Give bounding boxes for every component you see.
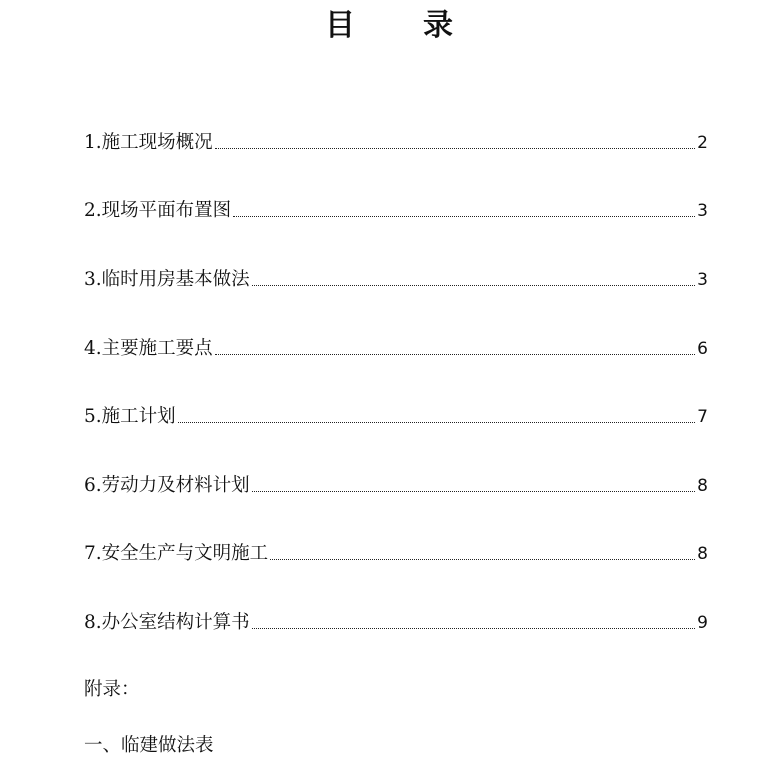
toc-entry[interactable]: [84, 195, 708, 223]
toc-entry-page: 3: [697, 201, 708, 221]
toc-dot-leader: [215, 147, 696, 149]
toc-entry-label: 4.主要施工要点: [84, 338, 213, 359]
toc-entry[interactable]: [84, 127, 708, 155]
toc-entry-page: 7: [697, 407, 708, 427]
toc-entry-label: 1.施工现场概况: [84, 132, 213, 153]
title-char-left: 目: [325, 8, 357, 43]
toc-entry-label: 6.劳动力及材料计划: [84, 475, 250, 496]
appendix-item: 一、临建做法表: [84, 735, 214, 756]
page-title: [0, 6, 780, 46]
toc-entry[interactable]: [84, 333, 708, 361]
toc-entry-page: 2: [697, 133, 708, 153]
toc-dot-leader: [252, 284, 696, 286]
toc-entry[interactable]: [84, 401, 708, 429]
toc-entry-label: 2.现场平面布置图: [84, 200, 232, 221]
appendix-heading: 附录：: [84, 679, 140, 700]
toc-dot-leader: [233, 215, 695, 217]
toc-entry-page: 8: [697, 476, 708, 496]
toc-entry-page: 6: [697, 339, 708, 359]
toc-entry[interactable]: [84, 264, 708, 292]
toc-entry-label: 8.办公室结构计算书: [84, 612, 250, 633]
toc-entry[interactable]: [84, 607, 708, 635]
toc-entry-page: 3: [697, 270, 708, 290]
toc-entry[interactable]: [84, 538, 708, 566]
toc-dot-leader: [270, 558, 695, 560]
toc-dot-leader: [178, 421, 696, 423]
toc-dot-leader: [252, 490, 696, 492]
toc-entry-label: 5.施工计划: [84, 406, 176, 427]
toc-dot-leader: [252, 627, 696, 629]
title-char-right: 录: [423, 8, 455, 43]
toc-entry[interactable]: [84, 470, 708, 498]
toc-dot-leader: [215, 353, 696, 355]
toc-entry-page: 8: [697, 544, 708, 564]
toc-entry-page: 9: [697, 613, 708, 633]
toc-entry-label: 7.安全生产与文明施工: [84, 543, 269, 564]
toc-entry-label: 3.临时用房基本做法: [84, 269, 250, 290]
